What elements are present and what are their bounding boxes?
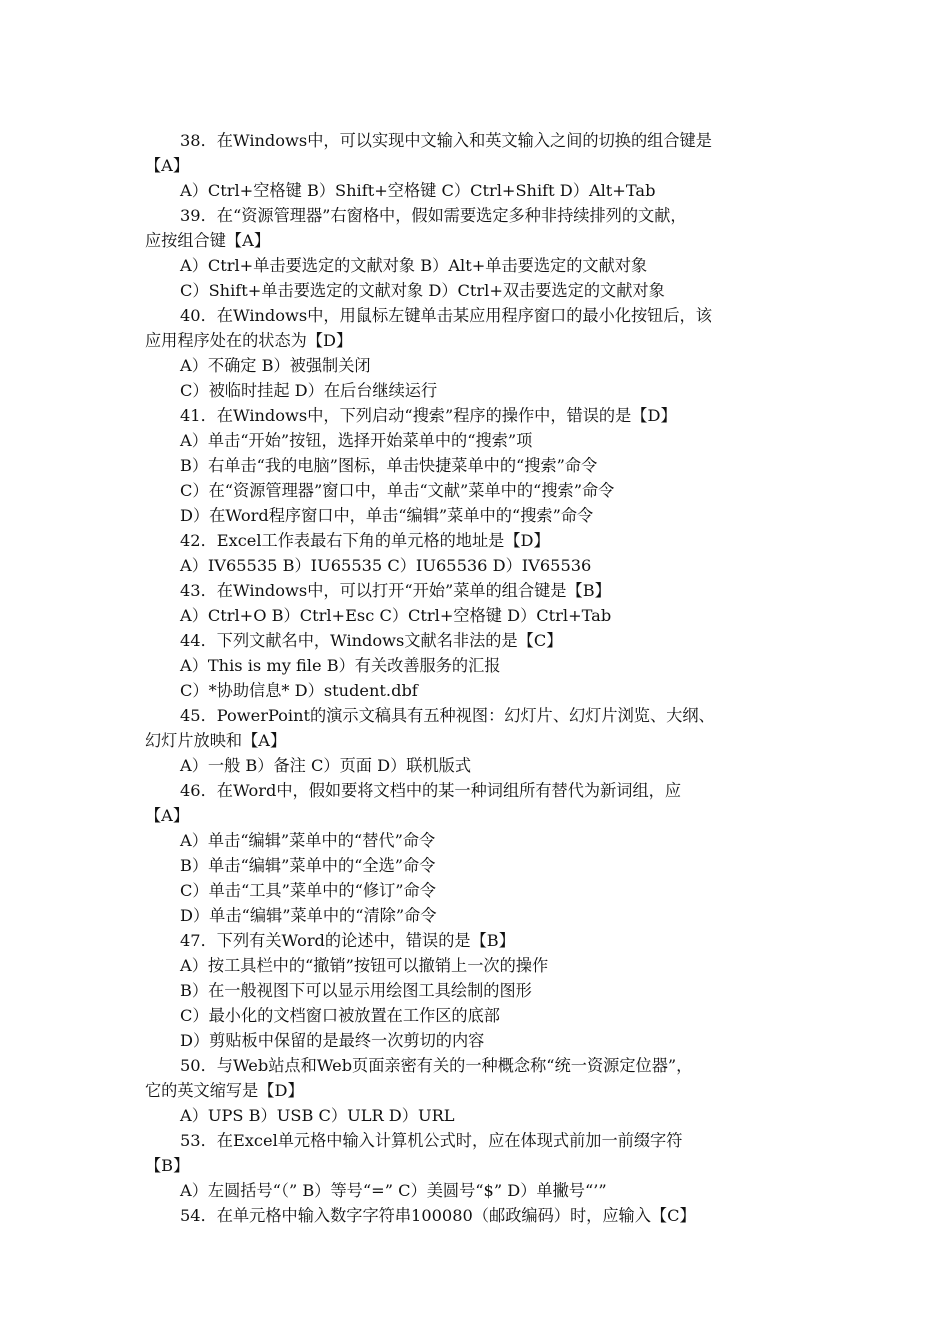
text-line: A）UPS B）USB C）ULR D）URL bbox=[180, 1106, 455, 1125]
text-line: D）在Word程序窗口中，单击“编辑”菜单中的“搜索”命令 bbox=[180, 506, 594, 525]
text-line: 45．PowerPoint的演示文稿具有五种视图：幻灯片、幻灯片浏览、大纲、 bbox=[180, 706, 715, 725]
text-line: 38．在Windows中，可以实现中文输入和英文输入之间的切换的组合键是 bbox=[180, 131, 712, 150]
text-line: A）IV65535 B）IU65535 C）IU65536 D）IV65536 bbox=[180, 556, 592, 575]
text-line: A）Ctrl+O B）Ctrl+Esc C）Ctrl+空格键 D）Ctrl+Tab bbox=[180, 606, 612, 625]
text-line: A）一般 B）备注 C）页面 D）联机版式 bbox=[180, 756, 472, 775]
text-line: C）在“资源管理器”窗口中，单击“文献”菜单中的“搜索”命令 bbox=[180, 481, 615, 500]
text-line: C）最小化的文档窗口被放置在工作区的底部 bbox=[180, 1006, 500, 1025]
text-line: A）Ctrl+单击要选定的文献对象 B）Alt+单击要选定的文献对象 bbox=[180, 256, 648, 275]
text-line: D）剪贴板中保留的是最终一次剪切的内容 bbox=[180, 1031, 485, 1050]
document-page bbox=[0, 128, 950, 1228]
text-line: A）按工具栏中的“撤销”按钮可以撤销上一次的操作 bbox=[180, 956, 549, 975]
text-line: 40．在Windows中，用鼠标左键单击某应用程序窗口的最小化按钮后，该 bbox=[180, 306, 712, 325]
text-line: 【A】 bbox=[145, 156, 190, 175]
text-line: 41．在Windows中，下列启动“搜索”程序的操作中，错误的是【D】 bbox=[180, 406, 677, 425]
text-line: A）单击“开始”按钮，选择开始菜单中的“搜索”项 bbox=[180, 431, 533, 450]
text-line: A）Ctrl+空格键 B）Shift+空格键 C）Ctrl+Shift D）Alt+Tab bbox=[180, 181, 656, 200]
text-line: A）This is my file B）有关改善服务的汇报 bbox=[180, 656, 501, 675]
text-line: 53．在Excel单元格中输入计算机公式时，应在体现式前加一前缀字符 bbox=[180, 1131, 683, 1150]
text-line: B）单击“编辑”菜单中的“全选”命令 bbox=[180, 856, 436, 875]
text-line: 【A】 bbox=[145, 806, 190, 825]
text-line: 39．在“资源管理器”右窗格中，假如需要选定多种非持续排列的文献， bbox=[180, 206, 687, 225]
text-line: 应按组合键【A】 bbox=[145, 231, 271, 250]
text-line: C）Shift+单击要选定的文献对象 D）Ctrl+双击要选定的文献对象 bbox=[180, 281, 665, 300]
text-line: 47．下列有关Word的论述中，错误的是【B】 bbox=[180, 931, 515, 950]
text-line: 50．与Web站点和Web页面亲密有关的一种概念称“统一资源定位器”， bbox=[180, 1056, 693, 1075]
text-line: B）在一般视图下可以显示用绘图工具绘制的图形 bbox=[180, 981, 532, 1000]
text-line: 它的英文缩写是【D】 bbox=[145, 1081, 304, 1100]
text-line: A）单击“编辑”菜单中的“替代”命令 bbox=[180, 831, 436, 850]
text-line: 44．下列文献名中，Windows文献名非法的是【C】 bbox=[180, 631, 563, 650]
text-line: 幻灯片放映和【A】 bbox=[145, 731, 287, 750]
text-line: 42．Excel工作表最右下角的单元格的地址是【D】 bbox=[180, 531, 550, 550]
text-line: A）左圆括号“（” B）等号“=” C）美圆号“$” D）单撇号“’” bbox=[180, 1181, 607, 1200]
text-line: C）单击“工具”菜单中的“修订”命令 bbox=[180, 881, 436, 900]
text-line: 43．在Windows中，可以打开“开始”菜单的组合键是【B】 bbox=[180, 581, 611, 600]
text-line: 【B】 bbox=[145, 1156, 190, 1175]
text-line: 应用程序处在的状态为【D】 bbox=[145, 331, 353, 350]
text-line: B）右单击“我的电脑”图标，单击快捷菜单中的“搜索”命令 bbox=[180, 456, 598, 475]
text-line: D）单击“编辑”菜单中的“清除”命令 bbox=[180, 906, 437, 925]
text-line: 46．在Word中，假如要将文档中的某一种词组所有替代为新词组，应 bbox=[180, 781, 682, 800]
text-line: C）被临时挂起 D）在后台继续运行 bbox=[180, 381, 438, 400]
text-line: C）*协助信息* D）student.dbf bbox=[180, 681, 418, 700]
text-line: A）不确定 B）被强制关闭 bbox=[180, 356, 371, 375]
text-line: 54．在单元格中输入数字字符串100080（邮政编码）时，应输入【C】 bbox=[180, 1206, 696, 1225]
